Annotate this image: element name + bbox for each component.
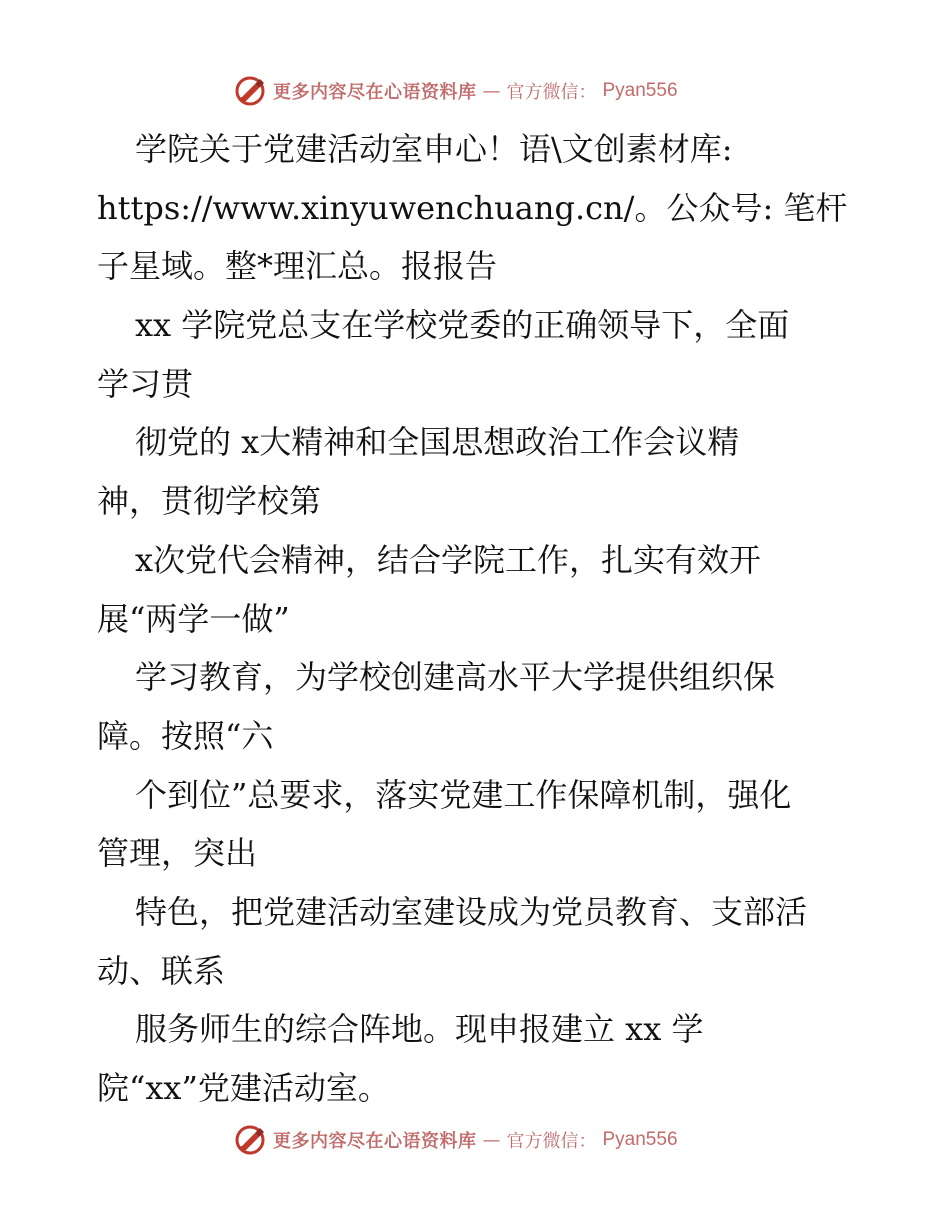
paragraph-line: 管理，突出 (97, 834, 258, 873)
paragraph-line: 学习教育，为学校创建高水平大学提供组织保 (135, 658, 776, 697)
paragraph-line: 个到位”总要求，落实党建工作保障机制，强化 (135, 775, 792, 814)
banner-brand-text: 更多内容尽在心语资料库 (273, 82, 477, 103)
brush-pen-logo-icon (233, 74, 267, 108)
brush-pen-logo-icon (233, 1123, 267, 1157)
header-banner[interactable] (233, 71, 678, 111)
document-body (97, 120, 867, 1118)
paragraph-line: 特色，把党建活动室建设成为党员教育、支部活 (135, 892, 808, 931)
paragraph-line: 神，贯彻学校第 (97, 482, 322, 521)
paragraph-line: 院“xx”党建活动室。 (97, 1069, 390, 1107)
banner-separator: — (482, 80, 501, 102)
paragraph-line: 彻党的 x大精神和全国思想政治工作会议精 (135, 423, 740, 462)
paragraph-line: 展“两学一做” (97, 599, 290, 638)
banner-wechat-id: Pyan556 (602, 80, 678, 101)
footer-banner[interactable] (233, 1120, 678, 1160)
paragraph-line: 子星域。整*理汇总。报报告 (97, 247, 498, 286)
banner-wechat-label: 官方微信： (506, 82, 597, 103)
paragraph-line: 服务师生的综合阵地。现申报建立 xx 学 (135, 1010, 704, 1049)
paragraph-line: 动、联系 (97, 951, 226, 990)
banner-wechat-id: Pyan556 (602, 1129, 678, 1150)
banner-separator: — (482, 1129, 501, 1151)
paragraph-line: 学院关于党建活动室申心！语\文创素材库: (135, 130, 733, 168)
paragraph-line: xx 学院党总支在学校党委的正确领导下，全面 (135, 306, 790, 345)
paragraph-line: x次党代会精神，结合学院工作，扎实有效开 (135, 540, 762, 579)
banner-brand-text: 更多内容尽在心语资料库 (273, 1131, 477, 1152)
paragraph-line: 障。按照“六 (97, 716, 274, 755)
paragraph-line: 学习贯 (97, 364, 194, 403)
banner-wechat-label: 官方微信： (506, 1131, 597, 1152)
paragraph-line: https://www.xinyuwenchuang.cn/。公众号: 笔杆 (97, 188, 848, 227)
